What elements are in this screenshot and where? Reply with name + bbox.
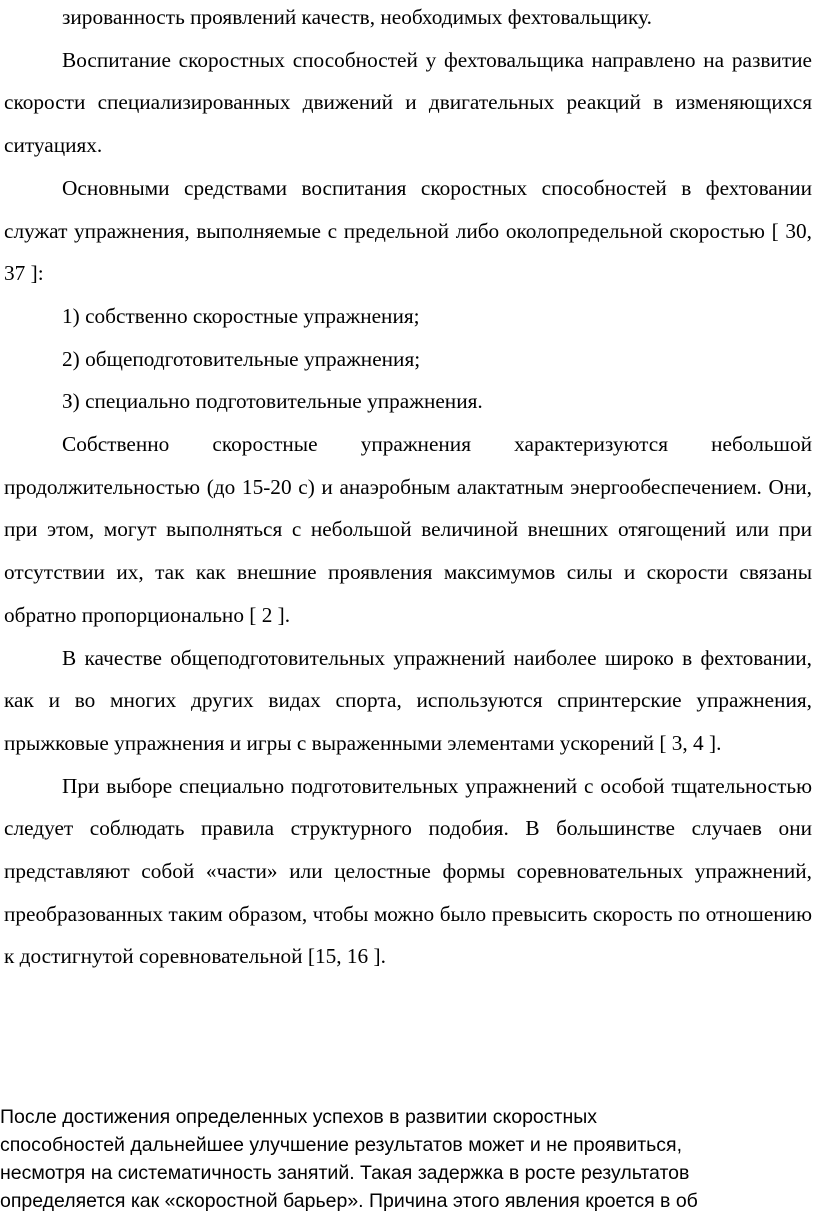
paragraph-continuation: зированность проявлений качеств, необходимых фехтовальщику. xyxy=(62,5,652,29)
paragraph-general-exercises: В качестве общеподготовительных упражнений наиболее широко в фехтовании, как и во многих других видах спорта, используются спринтерские упражнения, прыжковые упражнения и игры с выраженными элементами ускорений [ 3, 4 ]. xyxy=(4,645,812,755)
paragraph-special-exercises: При выборе специально подготовительных упражнений с особой тщательностью следует соблюдать правила структурного подобия. В большинстве случаев они представляют собой «части» или целостные формы соревновательных упражнений, преобразованных таким образом, чтобы можно было превысить скорость по отношению к достигнутой соревновательной [15, 16 ]. xyxy=(4,773,812,969)
list-item-2: 2) общеподготовительные упражнения; xyxy=(62,346,421,371)
paragraph-speed-exercises: Собственно скоростные упражнения характеризуются небольшой продолжительностью (до 15-20 с) и анаэробным алактатным энергообеспечением. Они, при этом, могут выполняться с небольшой величиной внешних отягощений или при отсутствии их, так как внешние проявления максимумов силы и скорости связаны обратно пропорционально [ 2 ]. xyxy=(4,432,812,627)
document-body xyxy=(4,0,812,978)
trailing-line: несмотря на систематичность занятий. Такая задержка в росте результатов xyxy=(0,1162,690,1184)
trailing-line: способностей дальнейшее улучшение результатов может и не проявиться, xyxy=(0,1134,683,1156)
paragraph-main-means: Основными средствами воспитания скоростных способностей в фехтовании служат упражнения, выполняемые с предельной либо околопредельной скоростью [ 30, 37 ]: xyxy=(4,175,812,286)
trailing-line: После достижения определенных успехов в развитии скоростных xyxy=(0,1106,597,1128)
trailing-paragraph xyxy=(0,1103,816,1215)
list-item-3: З) специально подготовительные упражнения. xyxy=(62,389,483,414)
list-item-1: 1) собственно скоростные упражнения; xyxy=(62,303,420,328)
trailing-line: определяется как «скоростной барьер». Причина этого явления кроется в об xyxy=(0,1190,698,1212)
paragraph-speed-abilities: Воспитание скоростных способностей у фехтовальщика направлено на развитие скорости специализированных движений и двигательных реакций в изменяющихся ситуациях. xyxy=(4,47,812,158)
